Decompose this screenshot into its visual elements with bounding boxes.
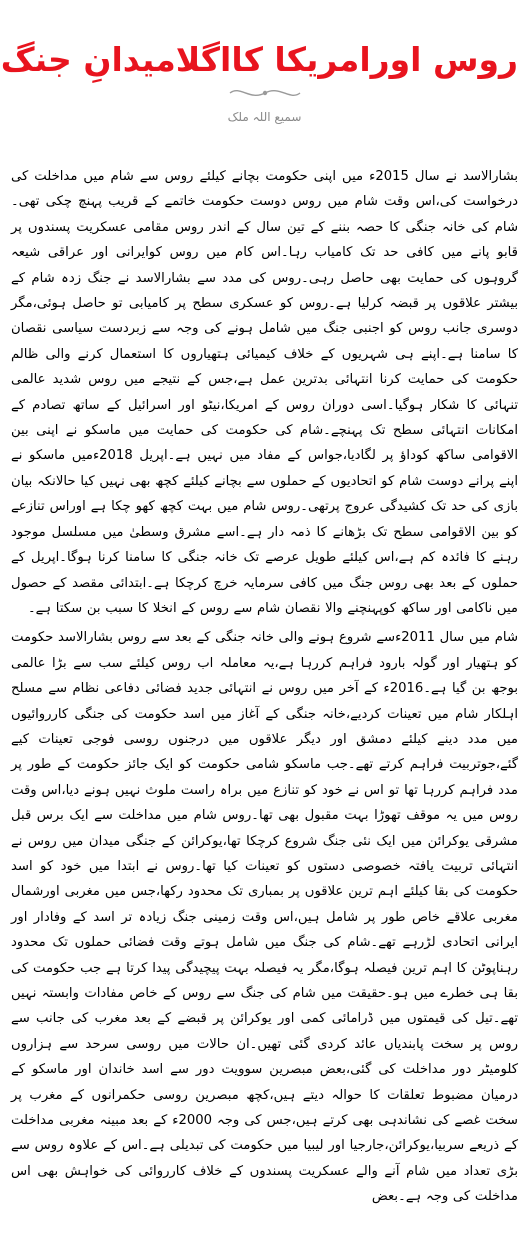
article-paragraph: بشارالاسد نے سال 2015ء میں اپنی حکومت بچانے کیلئے روس سے شام میں مداخلت کی درخواست کی،اس وقت شام میں روس دوست حکومت خاتمے کے قریب پہنچ چکی تھی۔شام کی خانہ جنگی کا حصہ بننے کے تین سال کے اندر روس مقامی عسکریت پسندوں پر قابو پانے میں کافی حد تک کامیاب رہا۔اس کام میں روس کوایرانی اور عراقی شیعہ گروہوں کی حمایت بھی حاصل رہی۔روس کی مدد سے بشارالاسد نے جنگ زدہ شام کے بیشتر علاقوں پر قبضہ کرلیا ہے۔روس کو عسکری سطح پر کامیابی تو حاصل ہوئی،مگر دوسری جانب روس کو اجنبی جنگ میں شامل ہونے کی وجہ سے زبردست سیاسی نقصان کا سامنا ہے۔اپنے ہی شہریوں کے خلاف کیمیائی ہتھیاروں کا استعمال کرنے والی ظالم حکومت کی حمایت کرنا انتہائی بدترین عمل ہے،جس کے نتیجے میں روس شدید عالمی تنہائی کا شکار ہوگیا۔اسی دوران روس کے امریکا،نیٹو اور اسرائیل کے ساتھ تصادم کے امکانات انتہائی سطح تک پہنچے۔شام کی حکومت کی حمایت میں ماسکو نے اپنی بین الاقوامی ساکھ کوداؤ پر لگادیا،جواس کے مفاد میں نہیں ہے۔اپریل 2018ءمیں ماسکو نے اپنے پرانے دوست شام کو اتحادیوں کے حملوں سے بچانے کیلئے کچھ بھی نہیں کیا حالانکہ بیان بازی کی حد تک کشیدگی عروج پرتھی۔روس شام میں بہت کچھ کھو چکا ہے اوراس تنازعے کو بین الاقوامی سطح تک بڑھانے کا ذمہ دار ہے۔اسے مشرق وسطیٰ میں مسلسل موجود رہنے کا فائدہ کم ہے،اس کیلئے طویل عرصے تک خانہ جنگی کا سامنا کرنا ہوگا۔اپریل کے حملوں کے بعد بھی روس جنگ میں کافی سرمایہ خرچ کرچکا ہے۔ابتدائی مقصد کے حصول میں ناکامی اور ساکھ کوپہنچنے والا نقصان شام سے روس کے انخلا کا سبب بن سکتا ہے۔ bbox=[11, 169, 518, 616]
title-ornament bbox=[11, 84, 518, 102]
author-byline: سمیع اللہ ملک bbox=[227, 110, 302, 124]
ornament-swirl-icon bbox=[228, 84, 302, 102]
article-body bbox=[11, 164, 518, 1210]
article-title: روس اورامریکا کااگلامیدانِ جنگ bbox=[0, 40, 518, 79]
article-paragraph: شام میں سال 2011ءسے شروع ہونے والی خانہ جنگی کے بعد سے روس بشارالاسد حکومت کو ہتھیار اور گولہ بارود فراہم کررہا ہے،یہ معاملہ اب روس کیلئے سب سے بڑا عالمی بوجھ بن گیا ہے۔2016ء کے آخر میں روس نے انتہائی جدید فضائی دفاعی نظام سے مسلح اہلکار شام میں تعینات کردیے،خانہ جنگی کے آغاز میں اسد حکومت کی جنگی کارروائیوں میں مدد دینے کیلئے دمشق اور دیگر علاقوں میں درجنوں روسی فوجی تعینات کیے گئے،جوتربیت فراہم کرتے تھے۔جب ماسکو شامی حکومت کو ایک جائز حکومت کے طور پر مدد فراہم کررہا تھا تو اس نے خود کو تنازع میں براہ راست ملوث نہیں ہونے دیا،اس وقت روس میں یہ موقف تھوڑا بہت مقبول بھی تھا۔روس شام میں مداخلت سے ایک برس قبل مشرقی یوکرائن میں ایک نئی جنگ شروع کرچکا تھا،یوکرائن کے جنگی میدان میں روس نے انتہائی تربیت یافتہ خصوصی دستوں کو تعینات کیا تھا۔روس نے ابتدا میں خود کو اسد حکومت کی بقا کیلئے اہم ترین علاقوں پر بمباری تک محدود رکھا،جس میں مغربی اورشمال مغربی علاقے خاص طور پر شامل ہیں،اس وقت زمینی جنگ زیادہ تر اسد کے وفادار اور ایرانی اتحادی لڑرہے تھے۔شام کی جنگ میں شامل ہوتے وقت فضائی حملوں تک محدود رہناپوٹن کا اہم ترین فیصلہ ہوگا،مگر یہ فیصلہ بہت پیچیدگی پیدا کرتا ہے جب حکومت کی بقا ہی خطرے میں ہو۔حقیقت میں شام کی جنگ سے روس کے خاص مفادات وابستہ نہیں تھے۔تیل کی قیمتوں میں ڈرامائی کمی اور یوکرائن پر قبضے کے بعد مغرب کی جانب سے روس پر سخت پابندیاں عائد کردی گئی تھیں۔ان حالات میں روسی سرحد سے ہزاروں کلومیٹر دور مداخلت کی گئی،بعض مبصرین سوویت دور سے اسد خاندان اور ماسکو کے درمیان مضبوط تعلقات کا حوالہ دیتے ہیں،کچھ مبصرین روسی حکمرانوں کے مغرب پر سخت غصے کی نشاندہی بھی کرتے ہیں،جس کی وجہ 2000ء کے بعد مبینہ مغربی مداخلت کے ذریعے سربیا،یوکرائن،جارجیا اور لیبیا میں حکومت کی تبدیلی ہے۔اس کے علاوہ روس سے بڑی تعداد میں شام آنے والے عسکریت پسندوں کے خلاف کارروائی کی خواہش بھی اس مداخلت کی وجہ ہے۔بعض bbox=[11, 630, 518, 1205]
